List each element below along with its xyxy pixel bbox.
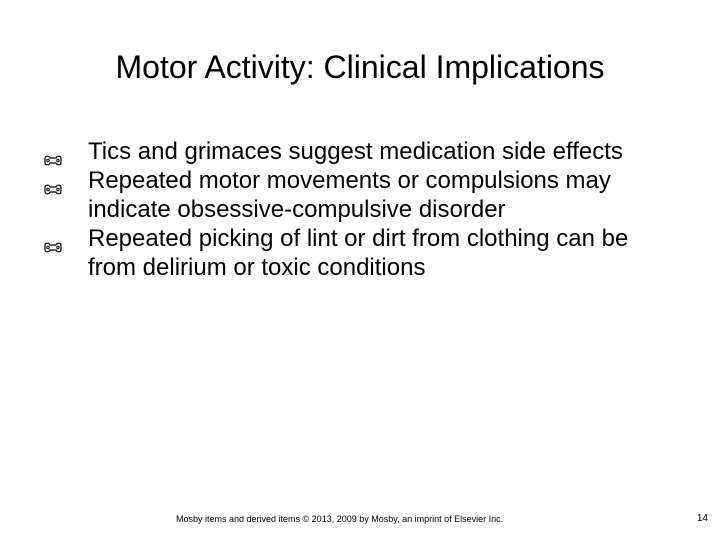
- bullet-text: Repeated picking of lint or dirt from clothing can be from delirium or toxic conditions: [88, 225, 629, 281]
- scroll-bullet-icon: [42, 233, 64, 247]
- copyright-footer: Mosby items and derived items © 2013, 2009 by Mosby, an imprint of Elsevier Inc.: [176, 514, 504, 524]
- slide-title: Motor Activity: Clinical Implications: [115, 49, 605, 85]
- bullet-item: [0, 224, 648, 282]
- bullet-text: Tics and grimaces suggest medication side effects: [88, 138, 623, 165]
- page-number: 14: [696, 513, 708, 524]
- scroll-bullet-icon: [42, 146, 64, 160]
- scroll-bullet-icon: [42, 175, 64, 189]
- bullet-item: [0, 166, 648, 224]
- bullet-text: Repeated motor movements or compulsions may indicate obsessive-compulsive disorder: [88, 167, 611, 223]
- bullet-item: [0, 137, 648, 166]
- bullet-list: [0, 137, 720, 282]
